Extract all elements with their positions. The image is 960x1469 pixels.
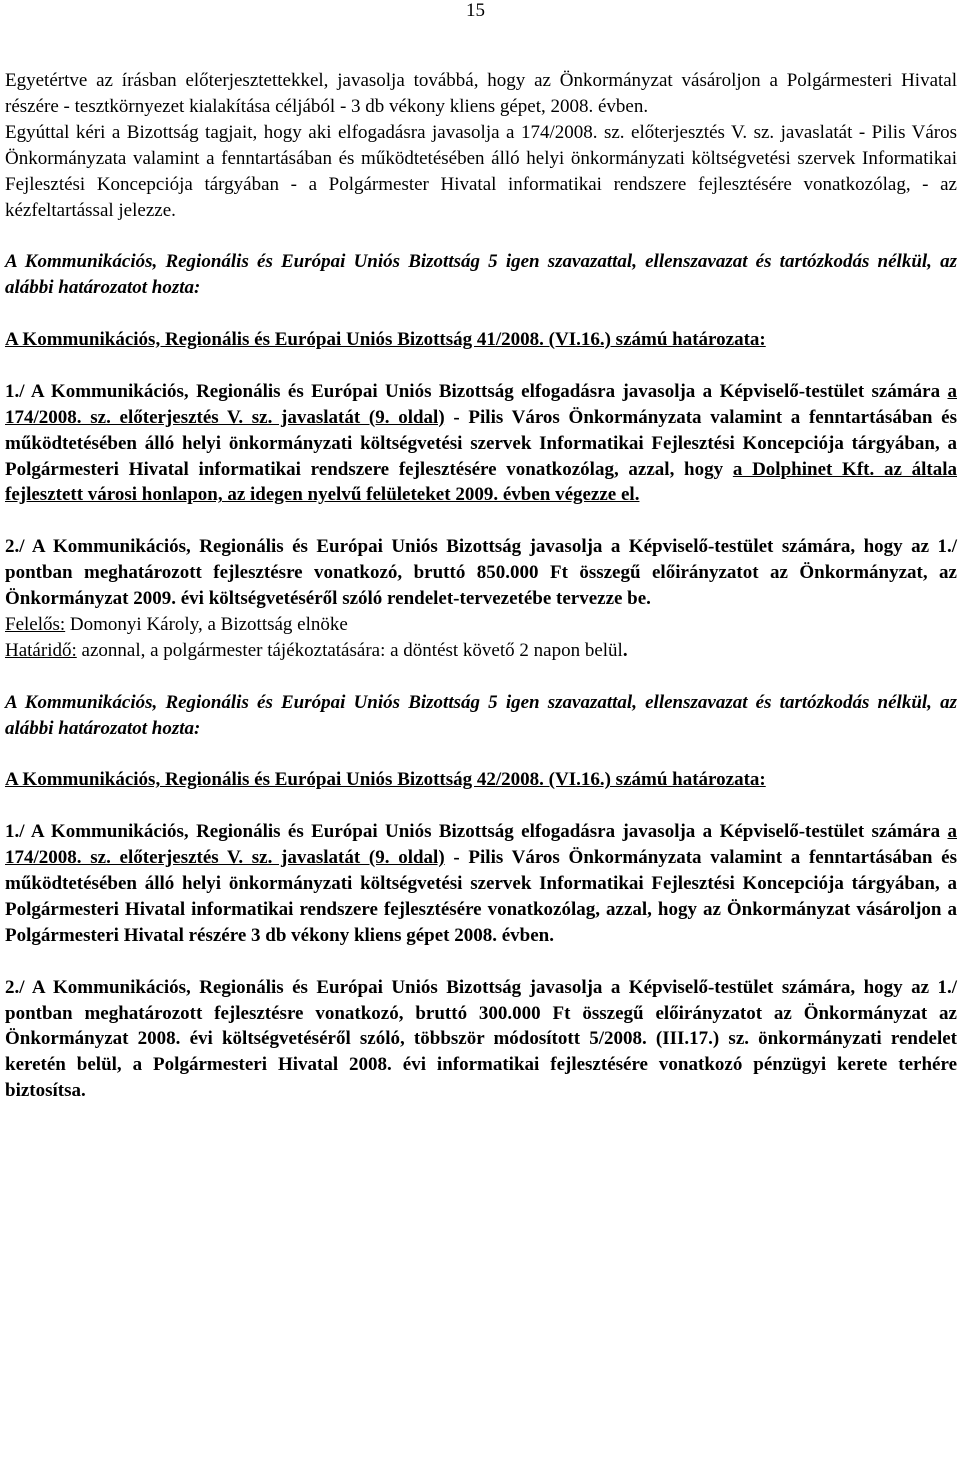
vote-statement-1: A Kommunikációs, Regionális és Európai Uniós Bizottság 5 igen szavazattal, ellenszavazat és tartózkodás nélkül, az alábbi határozatot hozta:: [5, 251, 957, 299]
resolution-1-responsible: [5, 612, 957, 638]
deadline-value: azonnal, a polgármester tájékoztatására: a döntést követő 2 napon belül: [76, 639, 623, 661]
resolution-1-item-1-condition: a Dolphinet Kft. az általa fejlesztett városi honlapon, az idegen nyelvű felületeket 2009. évben végezze el.: [5, 458, 957, 506]
deadline-dot: .: [622, 639, 628, 661]
resolution-1-item-1-intro: 1./ A Kommunikációs, Regionális és Európai Uniós Bizottság elfogadásra javasolja a Képviselő-testület számára: [5, 380, 948, 402]
resolution-1-deadline: [5, 638, 957, 664]
deadline-label: Határidő:: [5, 639, 77, 661]
intro-paragraph-2: Egyúttal kéri a Bizottság tagjait, hogy aki elfogadásra javasolja a 174/2008. sz. előterjesztés V. sz. javaslatát - Pilis Város Önkormányzata valamint a fenntartásában és működtetésében álló helyi önkormányzati költségvetési szervek Informatikai Fejlesztési Koncepciója tárgyában - a Polgármester Hivatal informatikai rendszere fejlesztésére vonatkozólag, - az kézfeltartással jelezze.: [5, 121, 957, 221]
resolution-2-item-2: 2./ A Kommunikációs, Regionális és Európai Uniós Bizottság javasolja a Képviselő-testület számára, hogy az 1./ pontban meghatározott fejlesztésre vonatkozó, bruttó 300.000 Ft összegű előirányzatot az Önkormányzat az Önkormányzat 2008. évi költségvetéséről szóló, többször módosított 5/2008. (III.17.) sz. önkormányzati rendelet keretén belül, a Polgármesteri Hivatal 2008. évi informatikai fejlesztésére vonatkozó pénzügyi kerete terhére biztosítsa.: [5, 976, 957, 1102]
intro-paragraph-1: Egyetértve az írásban előterjesztettekkel, javasolja továbbá, hogy az Önkormányzat vásároljon a Polgármesteri Hivatal részére - tesztkörnyezet kialakítása céljából - 3 db vékony kliens gépet, 2008. évben.: [5, 70, 957, 117]
resolution-2-item-1-body: - Pilis Város Önkormányzata valamint a fenntartásában és működtetésében álló helyi önkormányzati költségvetési szervek Informatikai Fejlesztési Koncepciója tárgyában, a Polgármesteri Hivatal informatikai rendszere fejlesztésére vonatkozólag, azzal, hogy az Önkormányzat vásároljon a Polgármesteri Hivatal részére 3 db vékony kliens gépet 2008. évben.: [5, 847, 957, 946]
resolution-1-item-1-body: - Pilis Város Önkormányzata valamint a fenntartásában és működtetésében álló helyi önkormányzati költségvetési szervek Informatikai Fejlesztési Koncepciója tárgyában, a Polgármesteri Hivatal informatikai rendszere fejlesztésére vonatkozólag, azzal, hogy: [5, 406, 957, 480]
resolution-2-title: [5, 767, 957, 793]
resolution-2-item-1-reference: a 174/2008. sz. előterjesztés V. sz. javaslatát (9. oldal): [5, 821, 957, 869]
resolution-1-title: [5, 327, 957, 353]
page-number: 15: [466, 0, 485, 21]
responsible-value: Domonyi Károly, a Bizottság elnöke: [65, 613, 348, 635]
resolution-2-item-1-intro: 1./ A Kommunikációs, Regionális és Európai Uniós Bizottság elfogadásra javasolja a Képviselő-testület számára: [5, 821, 948, 843]
resolution-2-item-1: [5, 819, 957, 949]
resolution-1-item-1-reference: a 174/2008. sz. előterjesztés V. sz. javaslatát (9. oldal): [5, 380, 957, 428]
resolution-2-title-text: A Kommunikációs, Regionális és Európai Uniós Bizottság 42/2008. (VI.16.) számú határozata:: [5, 769, 766, 791]
document-body: [5, 68, 957, 1104]
vote-statement-2: A Kommunikációs, Regionális és Európai Uniós Bizottság 5 igen szavazattal, ellenszavazat és tartózkodás nélkül, az alábbi határozatot hozta:: [5, 691, 957, 739]
resolution-1-item-2: 2./ A Kommunikációs, Regionális és Európai Uniós Bizottság javasolja a Képviselő-testület számára, hogy az 1./ pontban meghatározott fejlesztésre vonatkozó, bruttó 850.000 Ft összegű előirányzatot az Önkormányzat, az Önkormányzat 2009. évi költségvetéséről szóló rendelet-tervezetébe tervezze be.: [5, 536, 957, 610]
responsible-label: Felelős:: [5, 613, 66, 635]
resolution-1-title-text: A Kommunikációs, Regionális és Európai Uniós Bizottság 41/2008. (VI.16.) számú határozata:: [5, 329, 766, 351]
resolution-1-item-1: [5, 379, 957, 509]
